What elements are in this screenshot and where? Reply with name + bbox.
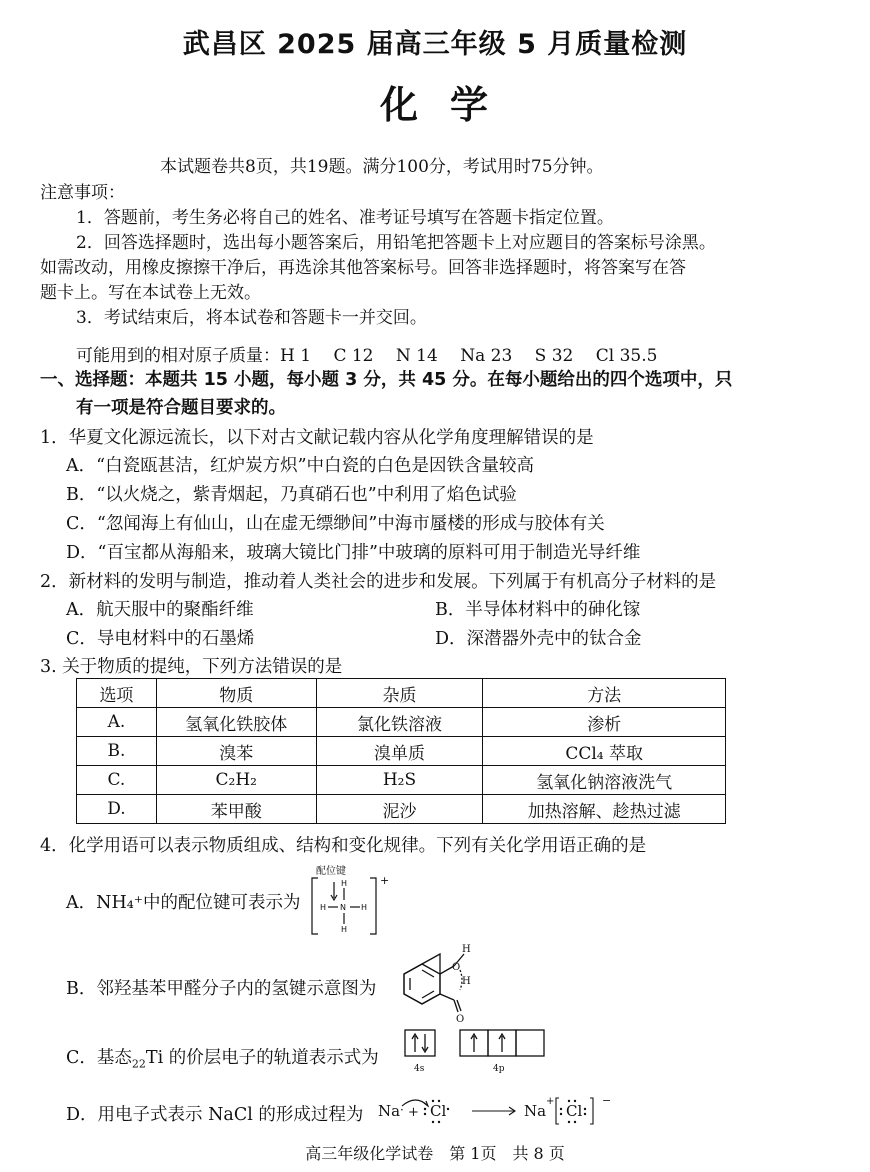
svg-text:+: + bbox=[546, 1096, 555, 1107]
table-cell: 渗析 bbox=[483, 708, 726, 737]
svg-text:+: + bbox=[408, 1105, 419, 1120]
svg-text:N: N bbox=[340, 903, 346, 912]
note-2b: 如需改动，用橡皮擦擦干净后，再选涂其他答案标号。回答非选择题时，将答案写在答 bbox=[40, 258, 686, 278]
q3-table bbox=[76, 678, 726, 824]
orbital-diagram bbox=[404, 1028, 549, 1078]
table-cell: CCl₄ 萃取 bbox=[483, 737, 726, 766]
atomic-masses: 可能用到的相对原子质量：H 1 C 12 N 14 Na 23 S 32 Cl 35.5 bbox=[76, 346, 658, 366]
q4-option-b: B．邻羟基苯甲醛分子内的氢键示意图为 bbox=[66, 979, 377, 999]
svg-text:O: O bbox=[456, 1014, 465, 1024]
svg-text:Na: Na bbox=[378, 1102, 401, 1120]
table-header-cell: 方法 bbox=[483, 679, 726, 708]
q1-option-c: C．“忽闻海上有仙山，山在虚无缥缈间”中海市蜃楼的形成与胶体有关 bbox=[66, 514, 605, 534]
svg-text:H: H bbox=[462, 944, 471, 955]
note-3: 3．考试结束后，将本试卷和答题卡一并交回。 bbox=[76, 308, 427, 328]
table-cell: 氢氧化铁胶体 bbox=[156, 708, 316, 737]
table-cell: 溴苯 bbox=[156, 737, 316, 766]
q2-stem: 2．新材料的发明与制造，推动着人类社会的进步和发展。下列属于有机高分子材料的是 bbox=[40, 572, 717, 592]
table-cell: 苯甲酸 bbox=[156, 795, 316, 824]
svg-text:H: H bbox=[320, 903, 327, 912]
svg-text:Cl: Cl bbox=[566, 1102, 583, 1120]
table-cell: 加热溶解、趁热过滤 bbox=[483, 795, 726, 824]
q4-option-c-suffix: Ti 的价层电子的轨道表示式为 bbox=[145, 1048, 379, 1068]
orbital-4p-label: 4p bbox=[493, 1064, 505, 1074]
exam-info: 本试题卷共8页，共19题。满分100分，考试用时75分钟。 bbox=[160, 157, 604, 177]
section-heading-line1: 一、选择题：本题共 15 小题，每小题 3 分，共 45 分。在每小题给出的四个选项中，只 bbox=[40, 370, 733, 390]
table-cell: H₂S bbox=[316, 766, 483, 795]
q4-option-c-prefix: C．基态 bbox=[66, 1048, 132, 1068]
note-1: 1．答题前，考生务必将自己的姓名、准考证号填写在答题卡指定位置。 bbox=[76, 208, 614, 228]
svg-text:Na: Na bbox=[524, 1102, 547, 1120]
q3-stem: 3. 关于物质的提纯，下列方法错误的是 bbox=[40, 657, 343, 677]
table-cell: D. bbox=[77, 795, 157, 824]
q1-option-b: B．“以火烧之，紫青烟起，乃真硝石也”中利用了焰色试验 bbox=[66, 485, 517, 505]
q4-stem: 4．化学用语可以表示物质组成、结构和变化规律。下列有关化学用语正确的是 bbox=[40, 836, 647, 856]
table-header-cell: 选项 bbox=[77, 679, 157, 708]
table-cell: B. bbox=[77, 737, 157, 766]
coordinate-bond-label: 配位键 bbox=[316, 866, 346, 877]
nacl-formation-diagram bbox=[376, 1092, 616, 1130]
svg-text:H: H bbox=[462, 976, 471, 987]
notes-heading: 注意事项： bbox=[40, 183, 125, 203]
q4-option-a: A．NH₄⁺中的配位键可表示为 bbox=[66, 893, 301, 913]
table-header-cell: 物质 bbox=[156, 679, 316, 708]
table-header-row bbox=[77, 679, 726, 708]
q1-option-a: A．“白瓷瓯甚洁，红炉炭方炽”中白瓷的白色是因铁含量较高 bbox=[66, 456, 535, 476]
svg-text:·: · bbox=[400, 1103, 404, 1117]
atomic-number-subscript: 22 bbox=[131, 1057, 146, 1071]
q2-option-d: D．深潜器外壳中的钛合金 bbox=[435, 629, 642, 649]
table-cell: C. bbox=[77, 766, 157, 795]
table-cell: 泥沙 bbox=[316, 795, 483, 824]
q1-option-d: D．“百宝都从海船来，玻璃大镜比门排”中玻璃的原料可用于制造光导纤维 bbox=[66, 543, 641, 563]
svg-text:Cl: Cl bbox=[430, 1102, 447, 1120]
table-cell: 溴单质 bbox=[316, 737, 483, 766]
q2-option-b: B．半导体材料中的砷化镓 bbox=[435, 600, 641, 620]
table-row bbox=[77, 737, 726, 766]
svg-text:H: H bbox=[341, 879, 348, 888]
page-footer: 高三年级化学试卷 第 1页 共 8 页 bbox=[305, 1144, 565, 1163]
hydrogen-bond-diagram bbox=[402, 940, 482, 1024]
table-cell: A. bbox=[77, 708, 157, 737]
q4-option-d: D．用电子式表示 NaCl 的形成过程为 bbox=[66, 1105, 364, 1125]
table-cell: 氯化铁溶液 bbox=[316, 708, 483, 737]
q2-option-a: A．航天服中的聚酯纤维 bbox=[66, 600, 254, 620]
q2-option-c: C．导电材料中的石墨烯 bbox=[66, 629, 255, 649]
section-heading-line2: 有一项是符合题目要求的。 bbox=[76, 398, 286, 418]
svg-text:−: − bbox=[602, 1094, 612, 1107]
table-cell: 氢氧化钠溶液洗气 bbox=[483, 766, 726, 795]
table-row bbox=[77, 795, 726, 824]
note-2c: 题卡上。写在本试卷上无效。 bbox=[40, 283, 261, 303]
table-header-cell: 杂质 bbox=[316, 679, 483, 708]
svg-text:H: H bbox=[361, 903, 368, 912]
table-row bbox=[77, 766, 726, 795]
q1-stem: 1．华夏文化源远流长，以下对古文献记载内容从化学角度理解错误的是 bbox=[40, 428, 594, 448]
q4-option-c bbox=[66, 1044, 379, 1071]
ammonium-structure-diagram bbox=[308, 874, 392, 938]
subject-title: 化学 bbox=[379, 83, 520, 127]
orbital-4s-label: 4s bbox=[414, 1064, 425, 1074]
svg-text:H: H bbox=[341, 925, 348, 934]
note-2a: 2．回答选择题时，选出每小题答案后，用铅笔把答题卡上对应题目的答案标号涂黑。 bbox=[76, 233, 716, 253]
table-cell: C₂H₂ bbox=[156, 766, 316, 795]
svg-text:O: O bbox=[452, 962, 461, 973]
svg-text:+: + bbox=[380, 874, 390, 887]
exam-title: 武昌区 2025 届高三年级 5 月质量检测 bbox=[182, 29, 688, 60]
table-row bbox=[77, 708, 726, 737]
